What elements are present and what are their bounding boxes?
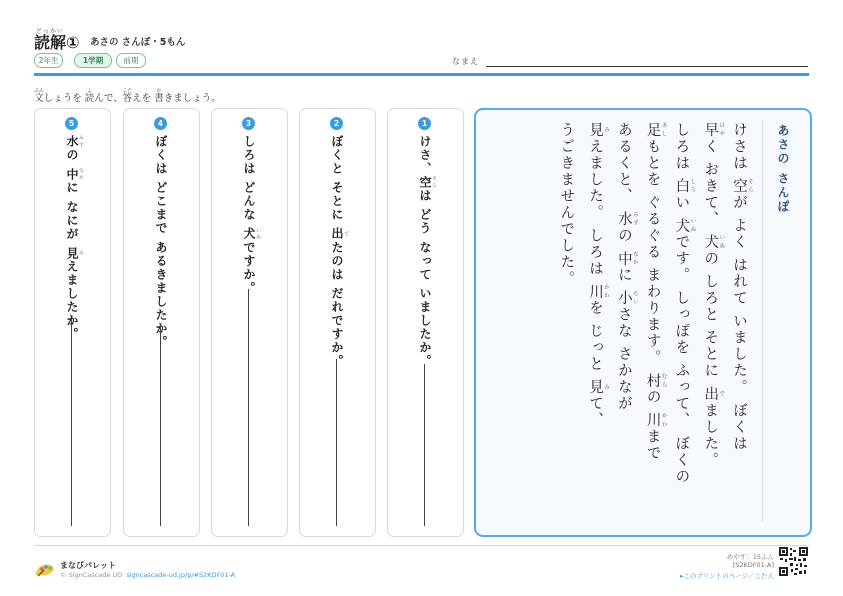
question-text-1: けさ、空 そらは どう なって いましたか。 [418, 135, 437, 369]
answer-line-5[interactable] [71, 319, 72, 526]
question-card-5 [34, 108, 111, 537]
question-text-4: ぼくは どこまで あるきましたか。 [154, 135, 168, 349]
question-card-3 [211, 108, 288, 537]
instruction: 文ぶんしょうを 読よんで、答こたえを 書かきましょう。 [34, 88, 221, 104]
answer-line-3[interactable] [248, 289, 249, 526]
time-estimate: めやす：15ふん [726, 553, 774, 561]
question-number-2: 2 [330, 117, 343, 130]
answer-line-1[interactable] [424, 364, 425, 526]
question-card-2 [299, 108, 376, 537]
passage-title: あさの さんぽ [776, 124, 790, 215]
question-text-2: ぼくと そとに 出 でたのは だれですか。 [330, 135, 349, 369]
question-text-5: 水 みずの 中 なかに なにが 見 みえましたか。 [65, 135, 84, 342]
footer-divider [34, 545, 809, 546]
name-label: なまえ [452, 57, 479, 66]
palette-logo-icon [34, 561, 56, 577]
question-number-5: 5 [65, 117, 78, 130]
answer-line-4[interactable] [160, 324, 161, 526]
name-line[interactable] [486, 66, 808, 67]
qr-code-icon[interactable] [779, 547, 808, 576]
copyright: © SignCascade UD signcascade-ud.jp/p/#S2KDF01-A [60, 571, 236, 579]
brand-name: まなびパレット [60, 561, 116, 570]
question-card-1 [387, 108, 464, 537]
term-tag: 1学期 [74, 53, 112, 68]
half-tag: 前期 [116, 53, 146, 68]
print-page-link[interactable]: ▸このプリントのページ／こたえ [680, 572, 774, 580]
passage-text: けさは 空 そらが よく はれて いました。 ぼくは 早 はやく おきて、 犬 いぬの しろと そとに 出 でました。 しろは 白 しろい 犬 いぬです。 しっぽを ふって、 ぼくの 足 あしもとを ぐるぐる まわります。 村 むらの 川 かわまで あるくと、 水 みずの 中 なかに 小 ちいさな さかなが 見 みえました。 しろは 川 かわを じっと 見 みて、 うごきませんでした。 [558, 122, 753, 486]
worksheet-code: [S2KDF01-A] [732, 561, 774, 569]
passage-panel [474, 108, 812, 537]
grade-tag: 2年生 [34, 53, 63, 68]
title-ruby: どっかい [36, 28, 64, 35]
question-text-3: しろは どんな 犬 いぬですか。 [242, 135, 261, 295]
question-card-4 [123, 108, 200, 537]
header-divider [34, 73, 809, 76]
page-subtitle: あさの さんぽ・5もん [90, 37, 186, 48]
page-title: 読解① [34, 33, 80, 52]
source-url-link[interactable]: signcascade-ud.jp/p/#S2KDF01-A [126, 571, 236, 579]
answer-line-2[interactable] [336, 359, 337, 526]
question-number-3: 3 [242, 117, 255, 130]
question-number-1: 1 [418, 117, 431, 130]
passage-title-separator [762, 120, 763, 522]
question-number-4: 4 [154, 117, 167, 130]
